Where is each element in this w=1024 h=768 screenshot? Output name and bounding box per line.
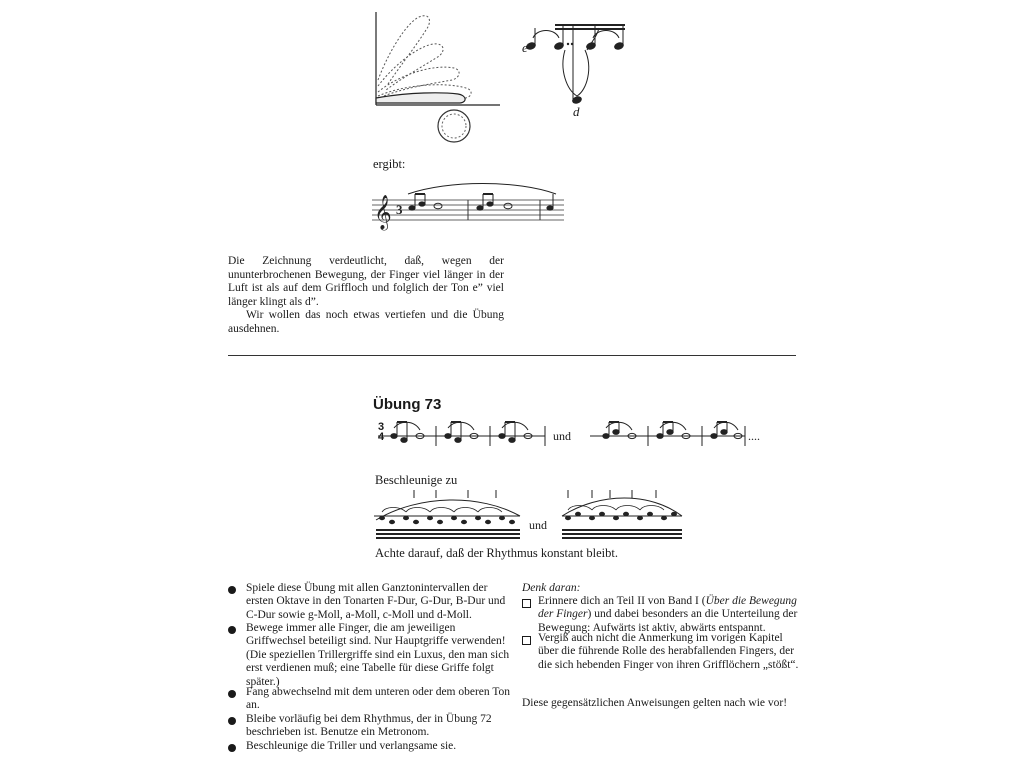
reminder-heading: Denk daran: xyxy=(522,582,581,594)
reminder-item-1-end: ) und dabei besonders an die Unterteilung der Bewegung: Aufwärts ist aktiv, abwärts entspannt. xyxy=(538,608,798,634)
rhythm-note: Achte darauf, daß der Rhythmus konstant bleibt. xyxy=(375,546,618,560)
exercise-title: Übung 73 xyxy=(373,396,442,413)
time-signature-bottom: 4 xyxy=(378,431,385,443)
paragraph-extend: Wir wollen das noch etwas vertiefen und die Übung ausdehnen. xyxy=(228,309,504,335)
svg-text:3: 3 xyxy=(396,202,403,217)
reminder-item xyxy=(538,595,800,635)
checkbox-marker xyxy=(522,636,531,645)
section-divider xyxy=(228,355,796,356)
reminder-item-1-title: Über die Bewegung der Finger xyxy=(538,595,797,621)
list-item: Bleibe vorläufig bei dem Rhythmus, der in Übung 72 beschrieben ist. Benutze ein Metronom. xyxy=(246,713,492,739)
bullet-marker xyxy=(228,744,236,752)
exercise-staff xyxy=(370,418,810,458)
und-label-1: und xyxy=(553,429,571,443)
time-signature-top: 3 xyxy=(378,421,385,433)
accelerate-label: Beschleunige zu xyxy=(375,473,458,487)
closing-statement: Diese gegensätzlichen Anweisungen gelten nach wie vor! xyxy=(522,697,788,709)
list-item: Beschleunige die Triller und verlangsame sie. xyxy=(246,740,457,752)
bullet-marker xyxy=(228,626,236,634)
svg-text:𝄞: 𝄞 xyxy=(374,195,392,230)
note-label-d: d xyxy=(573,104,580,119)
bullet-marker xyxy=(228,717,236,725)
list-item: Bewege immer alle Finger, die am jeweiligen Griffwechsel beteiligt sind. Nur Hauptgriffe verwenden! (Die speziellen Trillergriffe sind ein Luxus, den man sich erst verdienen muß; eine Tabelle für diese Griffe folgt später.) xyxy=(246,622,510,688)
bullet-marker xyxy=(228,586,236,594)
checkbox-marker xyxy=(522,599,531,608)
list-item: Fang abwechselnd mit dem unteren oder dem oberen Ton an. xyxy=(246,686,511,712)
accelerated-staff xyxy=(370,486,690,546)
reminder-item: Vergiß auch nicht die Anmerkung im vorigen Kapitel über die führende Rolle des herabfallenden Fingers, der die sich hebenden Finger von ihren Grifflöchern „stößt“. xyxy=(538,632,799,671)
result-staff xyxy=(368,180,568,235)
reminder-item-1-start: Erinnere dich an Teil II von Band I ( xyxy=(538,595,706,607)
list-item: Spiele diese Übung mit allen Ganztonintervallen der ersten Oktave in den Tonarten F-Dur, G-Dur, B-Dur und C-Dur sowie g-Moll, a-Moll, c-Moll und d-Moll. xyxy=(246,582,506,621)
note-label-e: e xyxy=(522,40,528,55)
bullet-marker xyxy=(228,690,236,698)
finger-motion-illustration xyxy=(370,8,505,148)
ergibt-label: ergibt: xyxy=(373,157,406,171)
trill-figure-notation xyxy=(515,10,645,125)
continuation-dots: .... xyxy=(748,429,760,443)
paragraph-explanation: Die Zeichnung verdeutlicht, daß, wegen der ununterbrochenen Bewegung, der Finger viel länger in der Luft ist als auf dem Griffloch und folglich der Ton e” viel länger klingt als d”. xyxy=(228,255,504,308)
und-label-2: und xyxy=(529,518,547,532)
